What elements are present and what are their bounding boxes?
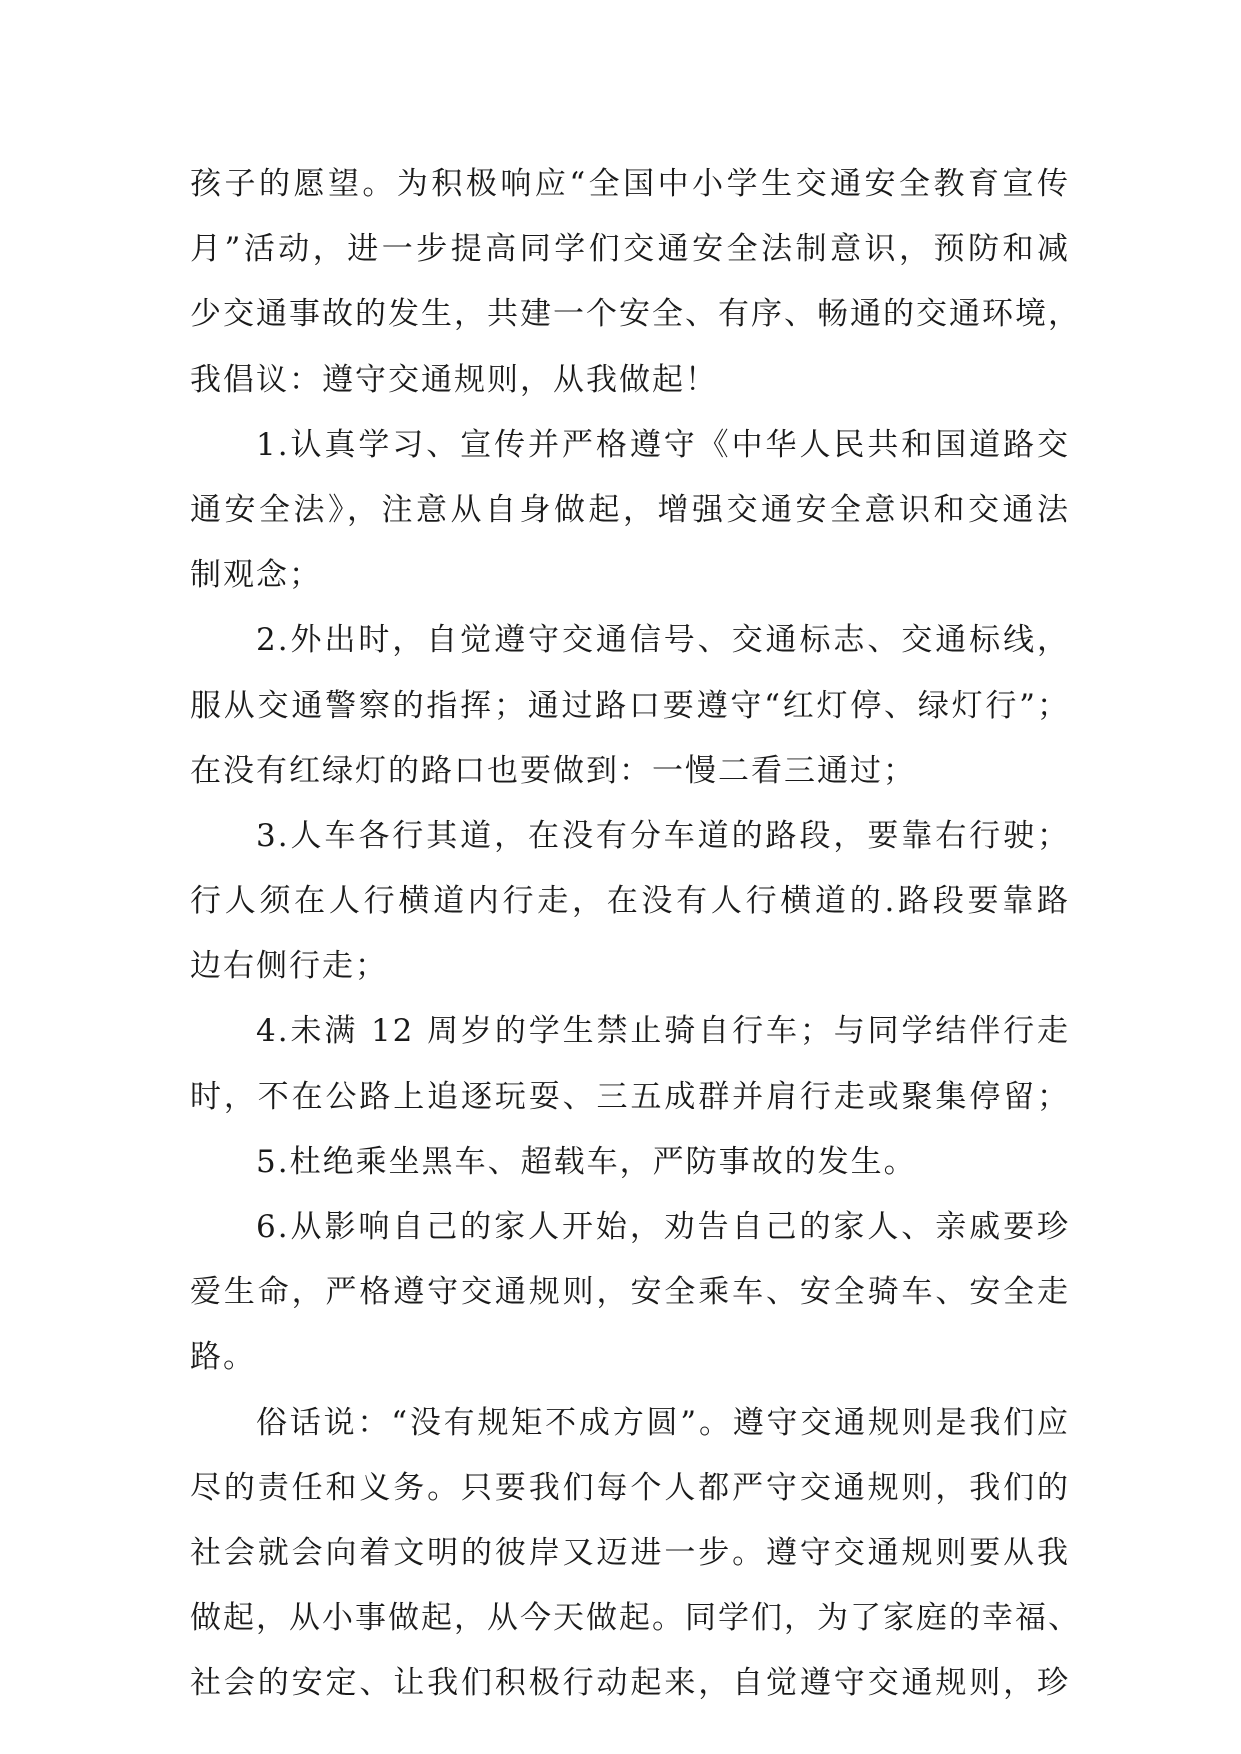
text-line: 做起，从小事做起，从今天做起。同学们，为了家庭的幸福、 [190,1600,1081,1637]
document-body [190,152,1081,1717]
text-line: 行人须在人行横道内行走，在没有人行横道的.路段要靠路 [190,883,1070,920]
text-line: 我倡议：遵守交通规则，从我做起！ [190,361,718,398]
list-item-6-line: 6.从影响自己的家人开始，劝告自己的家人、亲戚要珍 [256,1209,1070,1245]
text-line: 社会就会向着文明的彼岸又迈进一步。遵守交通规则要从我 [190,1534,1070,1571]
paragraph-start-line: 俗话说：“没有规矩不成方圆”。遵守交通规则是我们应 [256,1404,1070,1441]
list-item-3-line: 3.人车各行其道，在没有分车道的路段，要靠右行驶； [256,817,1070,854]
text-line: 服从交通警察的指挥；通过路口要遵守“红灯停、绿灯行”； [190,687,1070,724]
text-line: 在没有红绿灯的路口也要做到：一慢二看三通过； [190,752,916,789]
text-line: 制观念； [190,557,322,594]
text-line: 少交通事故的发生，共建一个安全、有序、畅通的交通环境， [190,296,1081,333]
text-line: 尽的责任和义务。只要我们每个人都严守交通规则，我们的 [190,1469,1070,1506]
text-line: 孩子的愿望。为积极响应“全国中小学生交通安全教育宣传 [190,166,1070,202]
text-line: 边右侧行走； [190,948,388,985]
text-line: 通安全法》，注意从自身做起，增强交通安全意识和交通法 [190,491,1070,528]
list-item-2-line: 2.外出时，自觉遵守交通信号、交通标志、交通标线， [256,622,1070,659]
text-line: 社会的安定、让我们积极行动起来，自觉遵守交通规则，珍 [190,1665,1070,1702]
text-line: 爱生命，严格遵守交通规则，安全乘车、安全骑车、安全走 [190,1274,1070,1311]
text-line: 月”活动，进一步提高同学们交通安全法制意识，预防和减 [190,231,1070,268]
list-item-1-line: 1.认真学习、宣传并严格遵守《中华人民共和国道路交 [256,426,1070,463]
list-item-4-line: 4.未满 12 周岁的学生禁止骑自行车；与同学结伴行走 [256,1013,1070,1050]
text-line: 路。 [190,1339,256,1376]
text-line: 时，不在公路上追逐玩耍、三五成群并肩行走或聚集停留； [190,1078,1070,1115]
list-item-5-line: 5.杜绝乘坐黑车、超载车，严防事故的发生。 [256,1143,917,1180]
